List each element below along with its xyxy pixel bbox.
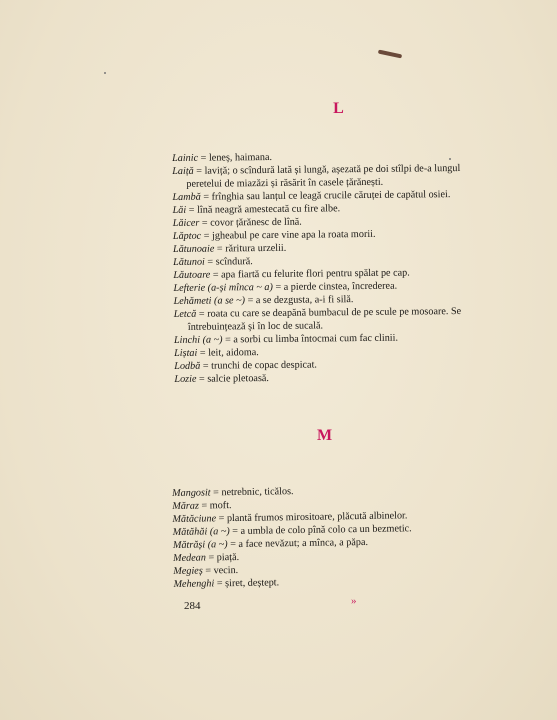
entry-headword: Mangosit	[172, 487, 211, 499]
section-letter-m: M	[316, 427, 333, 444]
entry-headword: Lodbă	[174, 360, 201, 372]
entry-definition: = șiret, deștept.	[214, 577, 280, 590]
section-letter-l: L	[333, 100, 344, 117]
continuation-mark: »	[351, 595, 357, 607]
entry-headword: Liștai	[174, 347, 198, 359]
entry-headword: Megieș	[173, 565, 203, 577]
entry-definition: = moft.	[198, 500, 232, 512]
ink-blemish	[378, 50, 402, 59]
entry-definition: = covor țărănesc de lînă.	[199, 216, 302, 229]
entry-headword: Letcă	[173, 308, 197, 320]
glossary-entry	[174, 369, 524, 386]
entry-definition: = a sorbi cu limba întocmai cum fac clinii.	[222, 332, 399, 346]
entry-headword: Lăi	[172, 204, 187, 216]
entry-definition: = apa fiartă cu felurite flori pentru spălat pe cap.	[210, 267, 410, 281]
glossary-entry	[172, 161, 522, 191]
entry-definition: = laviță; o scîndură lată și lungă, așezată pe doi stîlpi de-a lungul	[193, 162, 461, 177]
entry-definition: = a se dezgusta, a-i fi silă.	[244, 294, 354, 307]
entry-headword: Lambă	[172, 191, 201, 203]
entry-definition-continued: peretelui de miazăzi și răsărit în casele țărănești.	[186, 176, 384, 190]
entry-definition: = trunchi de copac despicat.	[200, 359, 317, 372]
entry-headword: Linchi (a ~)	[173, 334, 223, 346]
entry-headword: Lozie	[174, 373, 197, 385]
entry-headword: Lăutoare	[173, 269, 211, 281]
entry-headword: Lainic	[172, 152, 199, 164]
entry-headword: Mătrăși (a ~)	[172, 539, 228, 551]
glossary-section-l	[172, 148, 524, 386]
entry-headword: Medean	[173, 552, 207, 564]
entry-headword: Mătăciune	[172, 513, 217, 525]
entry-definition: = plantă frumos mirositoare, plăcută albinelor.	[215, 510, 408, 525]
page-number: 284	[184, 600, 201, 612]
entry-headword: Lăicer	[172, 217, 200, 229]
entry-headword: Mătăhăi (a ~)	[172, 526, 230, 538]
entry-definition: = piață.	[205, 551, 240, 564]
entry-headword: Lefterie (a-și mînca ~ a)	[173, 281, 273, 294]
entry-definition: = leit, aidoma.	[197, 347, 259, 359]
entry-headword: Lătunoaie	[172, 243, 215, 255]
entry-definition: = salcie pletoasă.	[196, 372, 270, 385]
entry-definition: = a pierde cinstea, încrederea.	[272, 280, 398, 293]
entry-headword: Laiță	[172, 165, 194, 177]
entry-headword: Măraz	[172, 500, 199, 512]
entry-definition: = a face nevăzut; a mînca, a păpa.	[227, 536, 369, 551]
entry-definition-continued: întrebuințează și în loc de sucală.	[187, 320, 324, 333]
paper-speck	[104, 72, 106, 74]
entry-definition: = leneș, haimana.	[198, 151, 273, 164]
entry-headword: Lehămeti (a se ~)	[173, 295, 246, 307]
entry-headword: Lăptoc	[172, 230, 202, 242]
entry-definition: = vecin.	[202, 564, 239, 577]
entry-definition: = a umbla de colo pînă colo ca un bezmetic.	[229, 523, 412, 538]
entry-definition: = scîndură.	[204, 256, 253, 268]
entry-definition: = roata cu care se deapănă bumbacul de pe scule pe mosoare. Se	[196, 305, 462, 320]
entry-definition: = jgheabul pe care vine apa la roata morii.	[201, 228, 376, 242]
entry-headword: Mehenghi	[173, 578, 215, 590]
entry-definition: = netrebnic, ticălos.	[210, 486, 294, 499]
entry-definition: = frînghia sau lanțul ce leagă crucile căruței de capătul osiei.	[200, 189, 451, 203]
entry-definition: = lînă neagră amestecată cu fire albe.	[186, 203, 341, 216]
glossary-entry	[174, 304, 524, 334]
glossary-section-m	[172, 482, 524, 591]
entry-definition: = răritura urzelii.	[214, 242, 287, 255]
entry-headword: Lătunoi	[173, 256, 205, 268]
